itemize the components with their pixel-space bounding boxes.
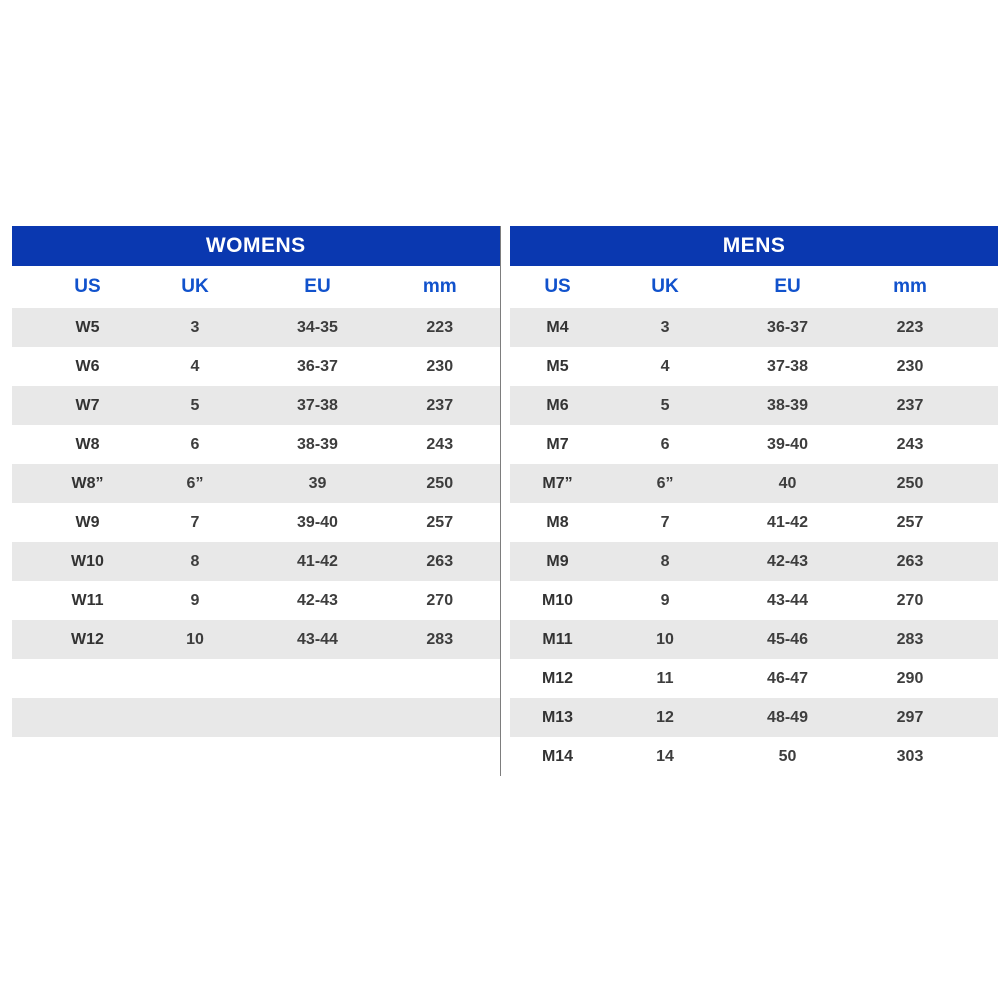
table-row (12, 425, 998, 464)
womens-mm (380, 737, 500, 776)
womens-eu (255, 737, 380, 776)
womens-us (40, 737, 135, 776)
mens-eu: 42-43 (725, 542, 850, 581)
row-pad-left (12, 308, 40, 347)
mens-eu: 50 (725, 737, 850, 776)
row-pad-left (12, 386, 40, 425)
table-row (12, 347, 998, 386)
row-pad-right (970, 737, 998, 776)
mens-mm: 303 (850, 737, 970, 776)
mens-us: M4 (510, 308, 605, 347)
mens-mm: 230 (850, 347, 970, 386)
womens-eu (255, 698, 380, 737)
mens-uk: 6 (605, 425, 725, 464)
mens-eu: 38-39 (725, 386, 850, 425)
table-row (12, 620, 998, 659)
mens-uk: 12 (605, 698, 725, 737)
table-row (12, 698, 998, 737)
table-row (12, 659, 998, 698)
mens-mm: 290 (850, 659, 970, 698)
row-divider (500, 698, 510, 737)
mens-mm: 223 (850, 308, 970, 347)
row-pad-left (12, 659, 40, 698)
mens-us: M6 (510, 386, 605, 425)
womens-uk (135, 698, 255, 737)
womens-us (40, 659, 135, 698)
row-pad-left (12, 581, 40, 620)
womens-uk: 6” (135, 464, 255, 503)
mens-mm: 237 (850, 386, 970, 425)
womens-us: W7 (40, 386, 135, 425)
mens-uk: 7 (605, 503, 725, 542)
mens-us: M9 (510, 542, 605, 581)
mens-uk: 8 (605, 542, 725, 581)
row-pad-left (12, 542, 40, 581)
mens-eu: 39-40 (725, 425, 850, 464)
row-divider (500, 737, 510, 776)
mens-us: M13 (510, 698, 605, 737)
row-divider (500, 659, 510, 698)
table-row (12, 542, 998, 581)
womens-us: W10 (40, 542, 135, 581)
womens-mm (380, 659, 500, 698)
womens-us: W11 (40, 581, 135, 620)
womens-us: W5 (40, 308, 135, 347)
womens-heading: WOMENS (12, 226, 500, 266)
womens-us: W8 (40, 425, 135, 464)
row-pad-right (970, 425, 998, 464)
mens-us: M7 (510, 425, 605, 464)
mens-eu: 45-46 (725, 620, 850, 659)
womens-uk (135, 659, 255, 698)
mens-eu: 37-38 (725, 347, 850, 386)
mens-col-us: US (510, 266, 605, 308)
row-pad-left (12, 347, 40, 386)
womens-us: W12 (40, 620, 135, 659)
table-row (12, 581, 998, 620)
mens-eu: 41-42 (725, 503, 850, 542)
womens-eu: 36-37 (255, 347, 380, 386)
row-pad-right (970, 542, 998, 581)
mens-mm: 263 (850, 542, 970, 581)
row-pad-right (970, 503, 998, 542)
womens-col-eu: EU (255, 266, 380, 308)
womens-eu: 34-35 (255, 308, 380, 347)
column-label-row (12, 266, 998, 308)
right-pad (970, 266, 998, 308)
mens-us: M8 (510, 503, 605, 542)
mens-mm: 297 (850, 698, 970, 737)
mens-mm: 250 (850, 464, 970, 503)
mens-col-mm: mm (850, 266, 970, 308)
womens-uk: 7 (135, 503, 255, 542)
row-pad-right (970, 464, 998, 503)
womens-mm: 263 (380, 542, 500, 581)
womens-us: W8” (40, 464, 135, 503)
womens-col-us: US (40, 266, 135, 308)
mens-uk: 6” (605, 464, 725, 503)
mens-us: M11 (510, 620, 605, 659)
size-chart-container (12, 226, 988, 776)
womens-mm: 243 (380, 425, 500, 464)
mens-eu: 43-44 (725, 581, 850, 620)
row-divider (500, 425, 510, 464)
row-pad-left (12, 503, 40, 542)
row-pad-right (970, 347, 998, 386)
row-pad-right (970, 698, 998, 737)
mens-col-uk: UK (605, 266, 725, 308)
womens-eu: 43-44 (255, 620, 380, 659)
womens-uk: 5 (135, 386, 255, 425)
mens-us: M14 (510, 737, 605, 776)
womens-mm: 250 (380, 464, 500, 503)
mens-uk: 9 (605, 581, 725, 620)
mens-us: M5 (510, 347, 605, 386)
womens-col-uk: UK (135, 266, 255, 308)
womens-mm: 230 (380, 347, 500, 386)
womens-uk: 4 (135, 347, 255, 386)
mens-col-eu: EU (725, 266, 850, 308)
womens-uk: 3 (135, 308, 255, 347)
row-pad-left (12, 464, 40, 503)
row-pad-right (970, 386, 998, 425)
row-pad-left (12, 698, 40, 737)
left-pad (12, 266, 40, 308)
row-divider (500, 620, 510, 659)
mens-eu: 36-37 (725, 308, 850, 347)
womens-eu: 41-42 (255, 542, 380, 581)
row-pad-right (970, 308, 998, 347)
row-pad-left (12, 620, 40, 659)
row-pad-right (970, 620, 998, 659)
mens-mm: 257 (850, 503, 970, 542)
mens-mm: 283 (850, 620, 970, 659)
womens-mm: 223 (380, 308, 500, 347)
mens-mm: 270 (850, 581, 970, 620)
row-pad-left (12, 737, 40, 776)
row-pad-left (12, 425, 40, 464)
table-row (12, 386, 998, 425)
womens-us: W9 (40, 503, 135, 542)
womens-uk (135, 737, 255, 776)
womens-eu (255, 659, 380, 698)
mens-mm: 243 (850, 425, 970, 464)
womens-uk: 8 (135, 542, 255, 581)
mens-uk: 14 (605, 737, 725, 776)
womens-eu: 37-38 (255, 386, 380, 425)
table-row (12, 464, 998, 503)
mens-us: M7” (510, 464, 605, 503)
womens-us: W6 (40, 347, 135, 386)
womens-eu: 39 (255, 464, 380, 503)
row-divider (500, 464, 510, 503)
mens-us: M12 (510, 659, 605, 698)
table-row (12, 737, 998, 776)
womens-mm: 237 (380, 386, 500, 425)
table-row (12, 308, 998, 347)
row-divider (500, 386, 510, 425)
womens-col-mm: mm (380, 266, 500, 308)
mens-uk: 3 (605, 308, 725, 347)
mens-eu: 48-49 (725, 698, 850, 737)
row-divider (500, 542, 510, 581)
row-divider (500, 581, 510, 620)
row-pad-right (970, 659, 998, 698)
section-heading-row (12, 226, 998, 266)
womens-mm: 257 (380, 503, 500, 542)
row-divider (500, 347, 510, 386)
womens-eu: 42-43 (255, 581, 380, 620)
mens-heading: MENS (510, 226, 998, 266)
womens-uk: 6 (135, 425, 255, 464)
womens-mm: 283 (380, 620, 500, 659)
row-divider (500, 308, 510, 347)
mens-uk: 10 (605, 620, 725, 659)
column-divider (500, 266, 510, 308)
womens-eu: 38-39 (255, 425, 380, 464)
womens-uk: 9 (135, 581, 255, 620)
womens-us (40, 698, 135, 737)
row-divider (500, 503, 510, 542)
mens-uk: 4 (605, 347, 725, 386)
mens-uk: 11 (605, 659, 725, 698)
mens-uk: 5 (605, 386, 725, 425)
mens-us: M10 (510, 581, 605, 620)
mens-eu: 46-47 (725, 659, 850, 698)
womens-mm: 270 (380, 581, 500, 620)
womens-uk: 10 (135, 620, 255, 659)
size-conversion-table (12, 226, 998, 776)
table-row (12, 503, 998, 542)
womens-mm (380, 698, 500, 737)
heading-gap (500, 226, 510, 266)
row-pad-right (970, 581, 998, 620)
womens-eu: 39-40 (255, 503, 380, 542)
mens-eu: 40 (725, 464, 850, 503)
